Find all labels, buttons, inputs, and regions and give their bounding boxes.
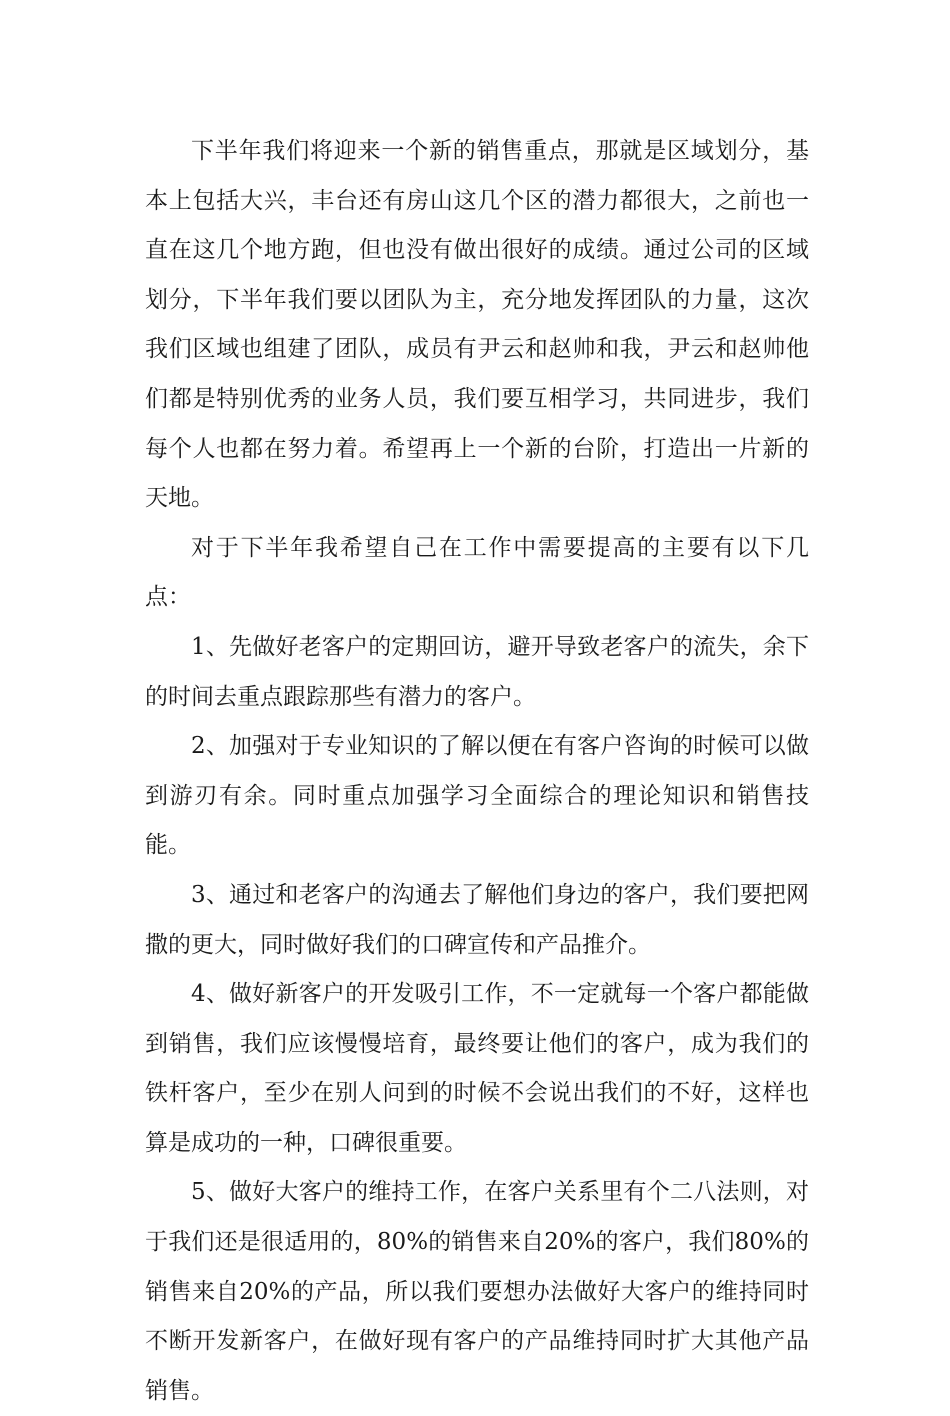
paragraph-item-4: 4、做好新客户的开发吸引工作，不一定就每一个客户都能做到销售，我们应该慢慢培育，最终要让他们的客户，成为我们的铁杆客户，至少在别人问到的时候不会说出我们的不好，这样也算是成功的一种，口碑很重要。 (145, 981, 809, 1156)
paragraph-region-plan: 下半年我们将迎来一个新的销售重点，那就是区域划分，基本上包括大兴，丰台还有房山这几个区的潜力都很大，之前也一直在这几个地方跑，但也没有做出很好的成绩。通过公司的区域划分，下半年我们要以团队为主，充分地发挥团队的力量，这次我们区域也组建了团队，成员有尹云和赵帅和我，尹云和赵帅他们都是特别优秀的业务人员，我们要互相学习，共同进步，我们每个人也都在努力着。希望再上一个新的台阶，打造出一片新的天地。 (145, 138, 809, 512)
document-body (145, 127, 809, 1416)
paragraph-item-5: 5、做好大客户的维持工作，在客户关系里有个二八法则，对于我们还是很适用的，80%的销售来自20%的客户，我们80%的销售来自20%的产品，所以我们要想办法做好大客户的维持同时不断开发新客户，在做好现有客户的产品维持同时扩大其他产品销售。 (145, 1179, 809, 1404)
paragraph-item-3: 3、通过和老客户的沟通去了解他们身边的客户，我们要把网撒的更大，同时做好我们的口碑宣传和产品推介。 (145, 881, 809, 958)
paragraph-improvement-intro: 对于下半年我希望自己在工作中需要提高的主要有以下几点： (145, 534, 809, 611)
paragraph-item-1: 1、先做好老客户的定期回访，避开导致老客户的流失，余下的时间去重点跟踪那些有潜力的客户。 (145, 633, 809, 710)
paragraph-item-2: 2、加强对于专业知识的了解以便在有客户咨询的时候可以做到游刃有余。同时重点加强学习全面综合的理论知识和销售技能。 (145, 733, 809, 859)
